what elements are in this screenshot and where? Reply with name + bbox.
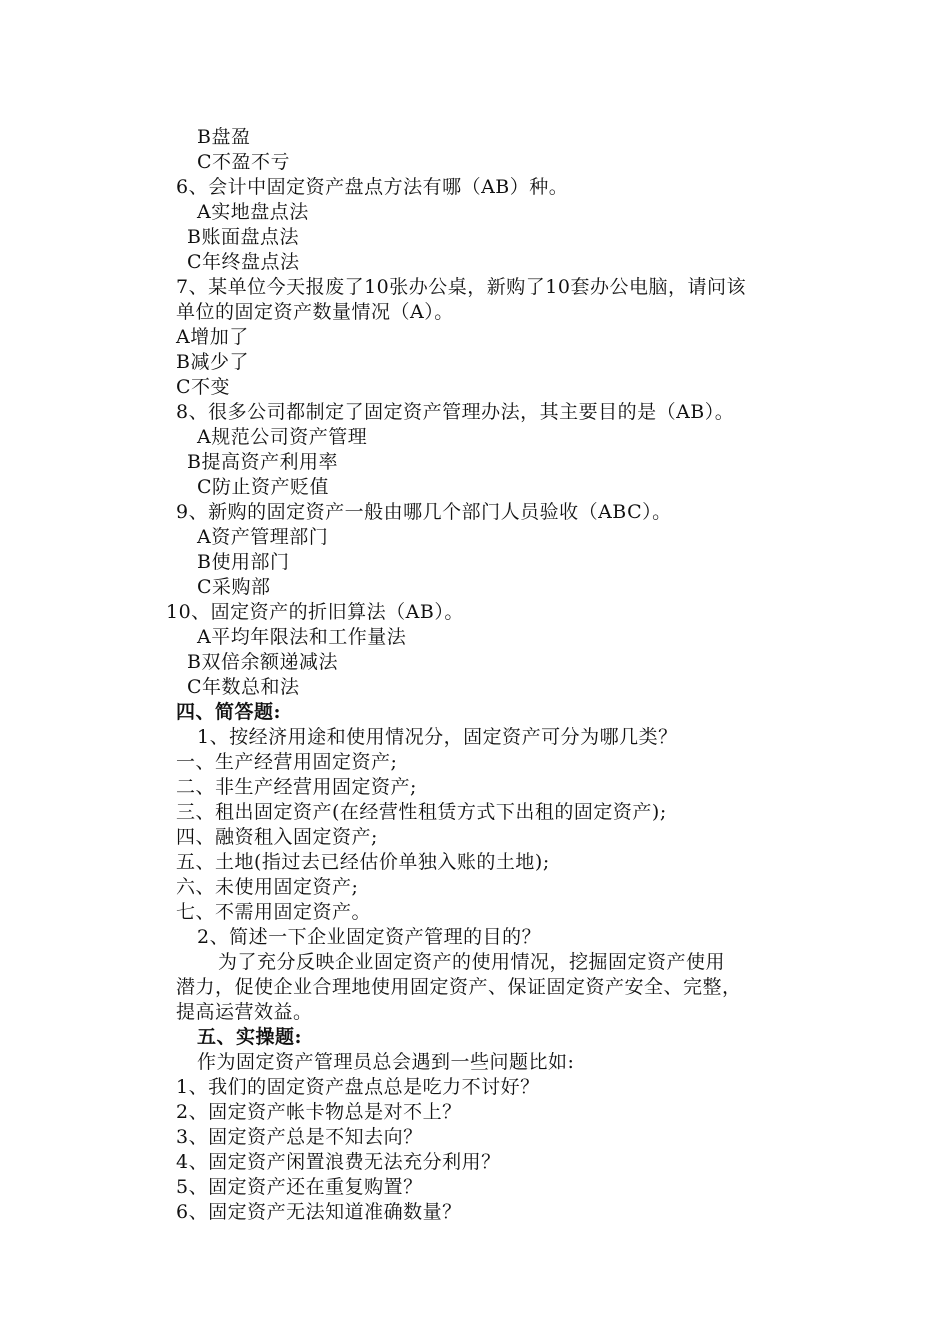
practice-item-5: 5、固定资产还在重复购置？ xyxy=(176,1176,423,1198)
q6-option-c: C年终盘点法 xyxy=(187,251,300,273)
category-1: 一、生产经营用固定资产; xyxy=(176,751,398,773)
question-6: 6、会计中固定资产盘点方法有哪（AB）种。 xyxy=(176,176,569,198)
practice-item-4: 4、固定资产闲置浪费无法充分利用？ xyxy=(176,1151,501,1173)
q8-option-a: A规范公司资产管理 xyxy=(197,426,368,448)
q8-option-c: C防止资产贬值 xyxy=(197,476,330,498)
category-7: 七、不需用固定资产。 xyxy=(176,901,372,923)
category-4: 四、融资租入固定资产; xyxy=(176,826,378,848)
category-3: 三、租出固定资产(在经营性租赁方式下出租的固定资产); xyxy=(176,801,667,823)
q9-option-a: A资产管理部门 xyxy=(197,526,329,548)
practice-intro: 作为固定资产管理员总会遇到一些问题比如: xyxy=(197,1051,575,1073)
q7-option-b: B减少了 xyxy=(176,351,249,373)
question-8: 8、很多公司都制定了固定资产管理办法，其主要目的是（AB）。 xyxy=(176,401,735,423)
practice-item-1: 1、我们的固定资产盘点总是吃力不讨好？ xyxy=(176,1076,540,1098)
short-question-2: 2、简述一下企业固定资产管理的目的？ xyxy=(197,926,542,948)
practice-item-2: 2、固定资产帐卡物总是对不上？ xyxy=(176,1101,462,1123)
q7-option-a: A增加了 xyxy=(176,326,249,348)
q9-option-c: C采购部 xyxy=(197,576,271,598)
q10-option-c: C年数总和法 xyxy=(187,676,300,698)
category-5: 五、土地(指过去已经估价单独入账的土地); xyxy=(176,851,550,873)
category-6: 六、未使用固定资产; xyxy=(176,876,359,898)
practice-item-3: 3、固定资产总是不知去向？ xyxy=(176,1126,423,1148)
q9-option-b: B使用部门 xyxy=(197,551,290,573)
short-question-1: 1、按经济用途和使用情况分，固定资产可分为哪几类？ xyxy=(197,726,678,748)
category-2: 二、非生产经营用固定资产; xyxy=(176,776,417,798)
option-b-surplus: B盘盈 xyxy=(197,126,251,148)
option-c-balanced: C不盈不亏 xyxy=(197,151,291,173)
q7-option-c: C不变 xyxy=(176,376,231,398)
section-5-heading: 五、实操题: xyxy=(197,1026,303,1048)
question-7-line-2: 单位的固定资产数量情况（A）。 xyxy=(176,301,454,323)
q10-option-a: A平均年限法和工作量法 xyxy=(197,626,407,648)
question-10: 10、固定资产的折旧算法（AB）。 xyxy=(166,601,464,623)
answer-2-line-2: 潜力，促使企业合理地使用固定资产、保证固定资产安全、完整， xyxy=(176,976,742,998)
q8-option-b: B提高资产利用率 xyxy=(187,451,338,473)
section-4-heading: 四、简答题: xyxy=(176,701,282,723)
q6-option-b: B账面盘点法 xyxy=(187,226,299,248)
q10-option-b: B双倍余额递减法 xyxy=(187,651,338,673)
answer-2-line-3: 提高运营效益。 xyxy=(176,1001,313,1023)
question-7-line-1: 7、某单位今天报废了10张办公桌，新购了10套办公电脑，请问该 xyxy=(176,276,746,298)
answer-2-line-1: 为了充分反映企业固定资产的使用情况，挖掘固定资产使用 xyxy=(218,951,726,973)
question-9: 9、新购的固定资产一般由哪几个部门人员验收（ABC）。 xyxy=(176,501,672,523)
practice-item-6: 6、固定资产无法知道准确数量？ xyxy=(176,1201,462,1223)
q6-option-a: A实地盘点法 xyxy=(197,201,309,223)
